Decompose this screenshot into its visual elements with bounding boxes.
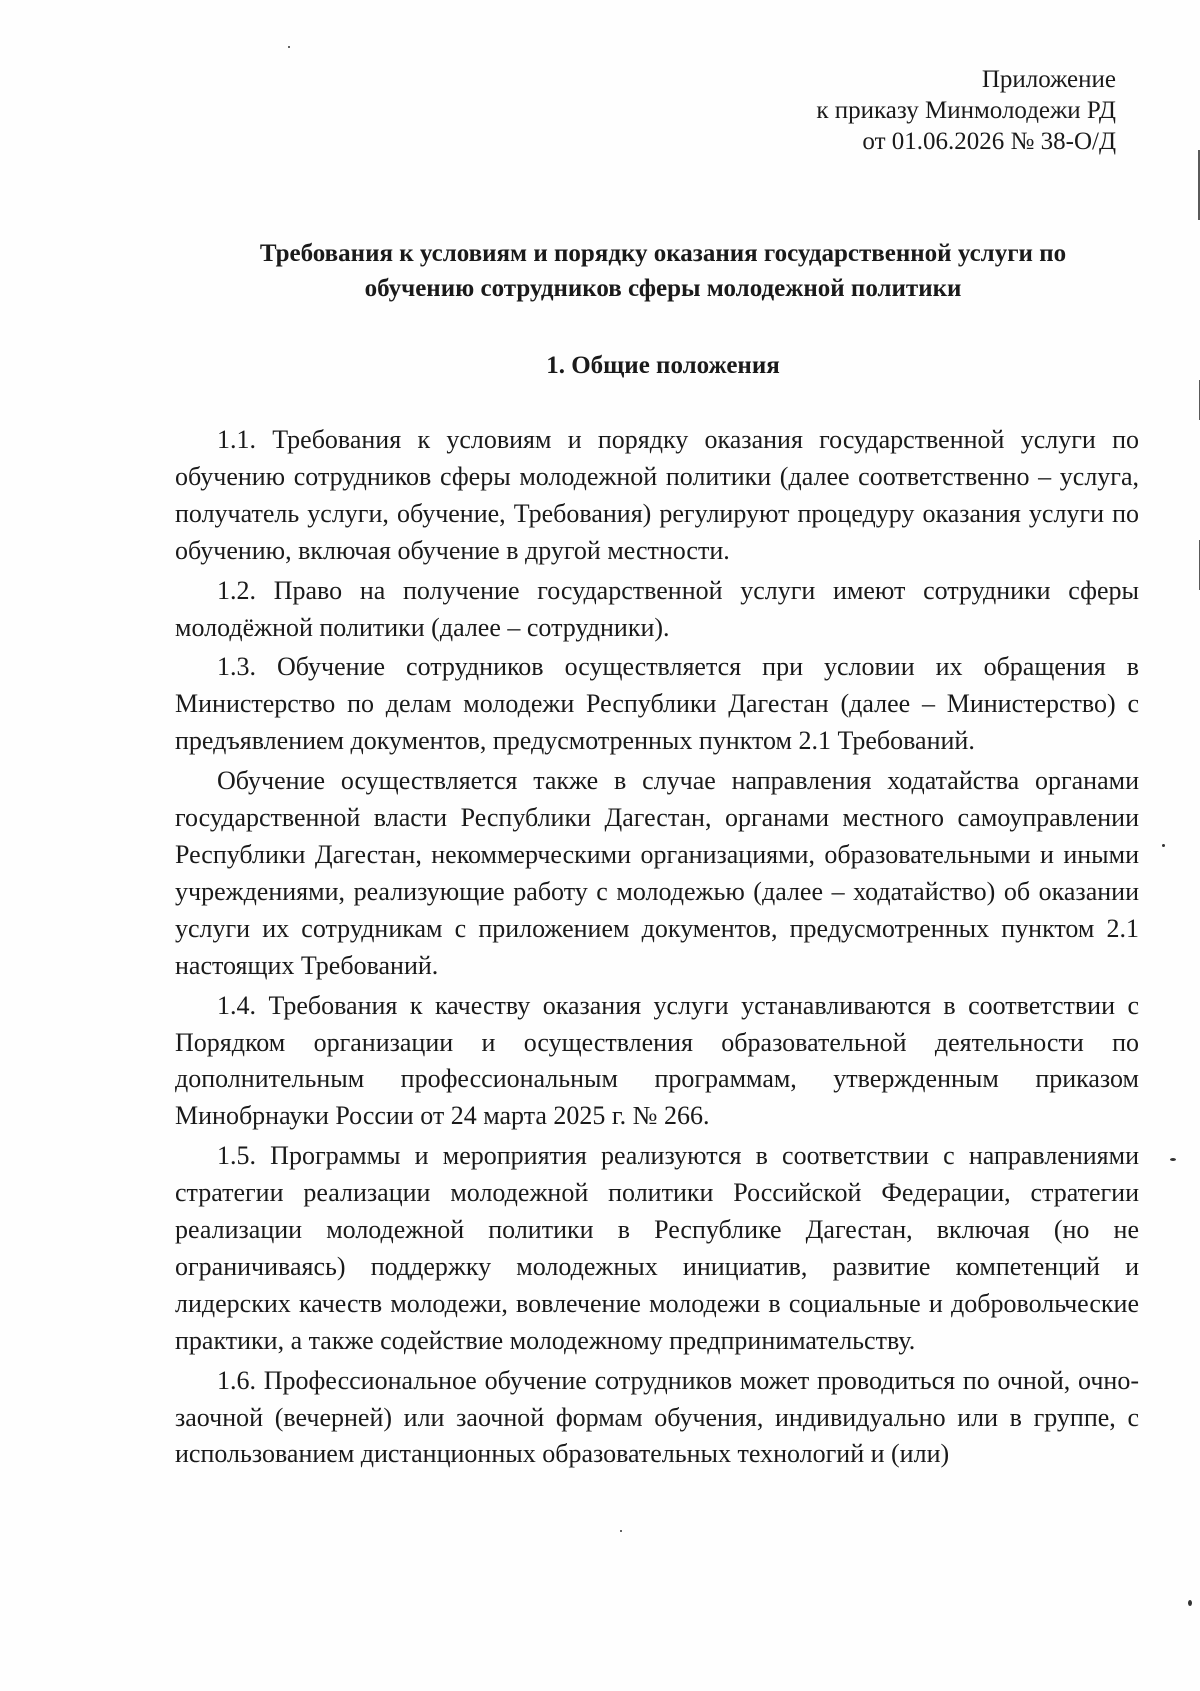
appendix-block [816, 64, 1116, 157]
scan-speck [620, 1530, 622, 1532]
scan-speck [1162, 844, 1165, 847]
scan-speck [1188, 1600, 1192, 1606]
appendix-label: Приложение [981, 66, 1116, 93]
paragraph-1-1: 1.1. Требования к условиям и порядку оказания государственной услуги по обучению сотрудников сферы молодежной политики (далее соответственно – услуга, получатель услуги, обучение, Требования) регулируют процедуру оказания услуги по обучению, включая обучение в другой местности. [175, 425, 1139, 565]
section-heading: 1. Общие положения [546, 352, 780, 379]
paragraph-1-3-continued: Обучение осуществляется также в случае направления ходатайства органами государственной власти Республики Дагестан, органами местного самоуправлении Республики Дагестан, некоммерческими организациями, образовательными и иными учреждениями, реализующие работу с молодежью (далее – ходатайство) об оказании услуги их сотрудникам с приложением документов, предусмотренных пунктом 2.1 настоящих Требований. [175, 766, 1139, 980]
appendix-order-ref: к приказу Минмолодежи РД [816, 97, 1116, 124]
paragraph-1-3: 1.3. Обучение сотрудников осуществляется при условии их обращения в Министерство по делам молодежи Республики Дагестан (далее – Министерство) с предъявлением документов, предусмотренных пунктом 2.1 Требований. [175, 652, 1139, 756]
paragraph-1-4: 1.4. Требования к качеству оказания услуги устанавливаются в соответствии с Порядком организации и осуществления образовательной деятельности по дополнительным профессиональным программам, утвержденным приказом Минобрнауки России от 24 марта 2025 г. № 266. [175, 990, 1139, 1131]
title-line-1: Требования к условиям и порядку оказания государственной услуги по [259, 240, 1067, 267]
title-line-2: обучению сотрудников сферы молодежной политики [364, 275, 962, 302]
paragraph-1-2: 1.2. Право на получение государственной услуги имеют сотрудники сферы молодёжной политики (далее – сотрудники). [175, 575, 1139, 642]
scan-speck [288, 46, 290, 48]
paragraph-1-5: 1.5. Программы и мероприятия реализуются в соответствии с направлениями стратегии реализации молодежной политики Российской Федерации, стратегии реализации молодежной политики в Республике Дагестан, включая (но не ограничиваясь) поддержку молодежных инициатив, развитие компетенций и лидерских качеств молодежи, вовлечение молодежи в социальные и добровольческие практики, а также содействие молодежному предпринимательству. [175, 1141, 1139, 1355]
document-title [175, 236, 1151, 306]
paragraph-1-6: 1.6. Профессиональное обучение сотрудников может проводиться по очной, очно-заочной (вечерней) или заочной формам обучения, индивидуально или в группе, с использованием дистанционных образовательных технологий и (или) [175, 1365, 1139, 1469]
appendix-order-date: от 01.06.2026 № 38-О/Д [862, 128, 1116, 155]
document-body [175, 422, 1139, 1473]
scan-speck [1170, 1158, 1176, 1161]
